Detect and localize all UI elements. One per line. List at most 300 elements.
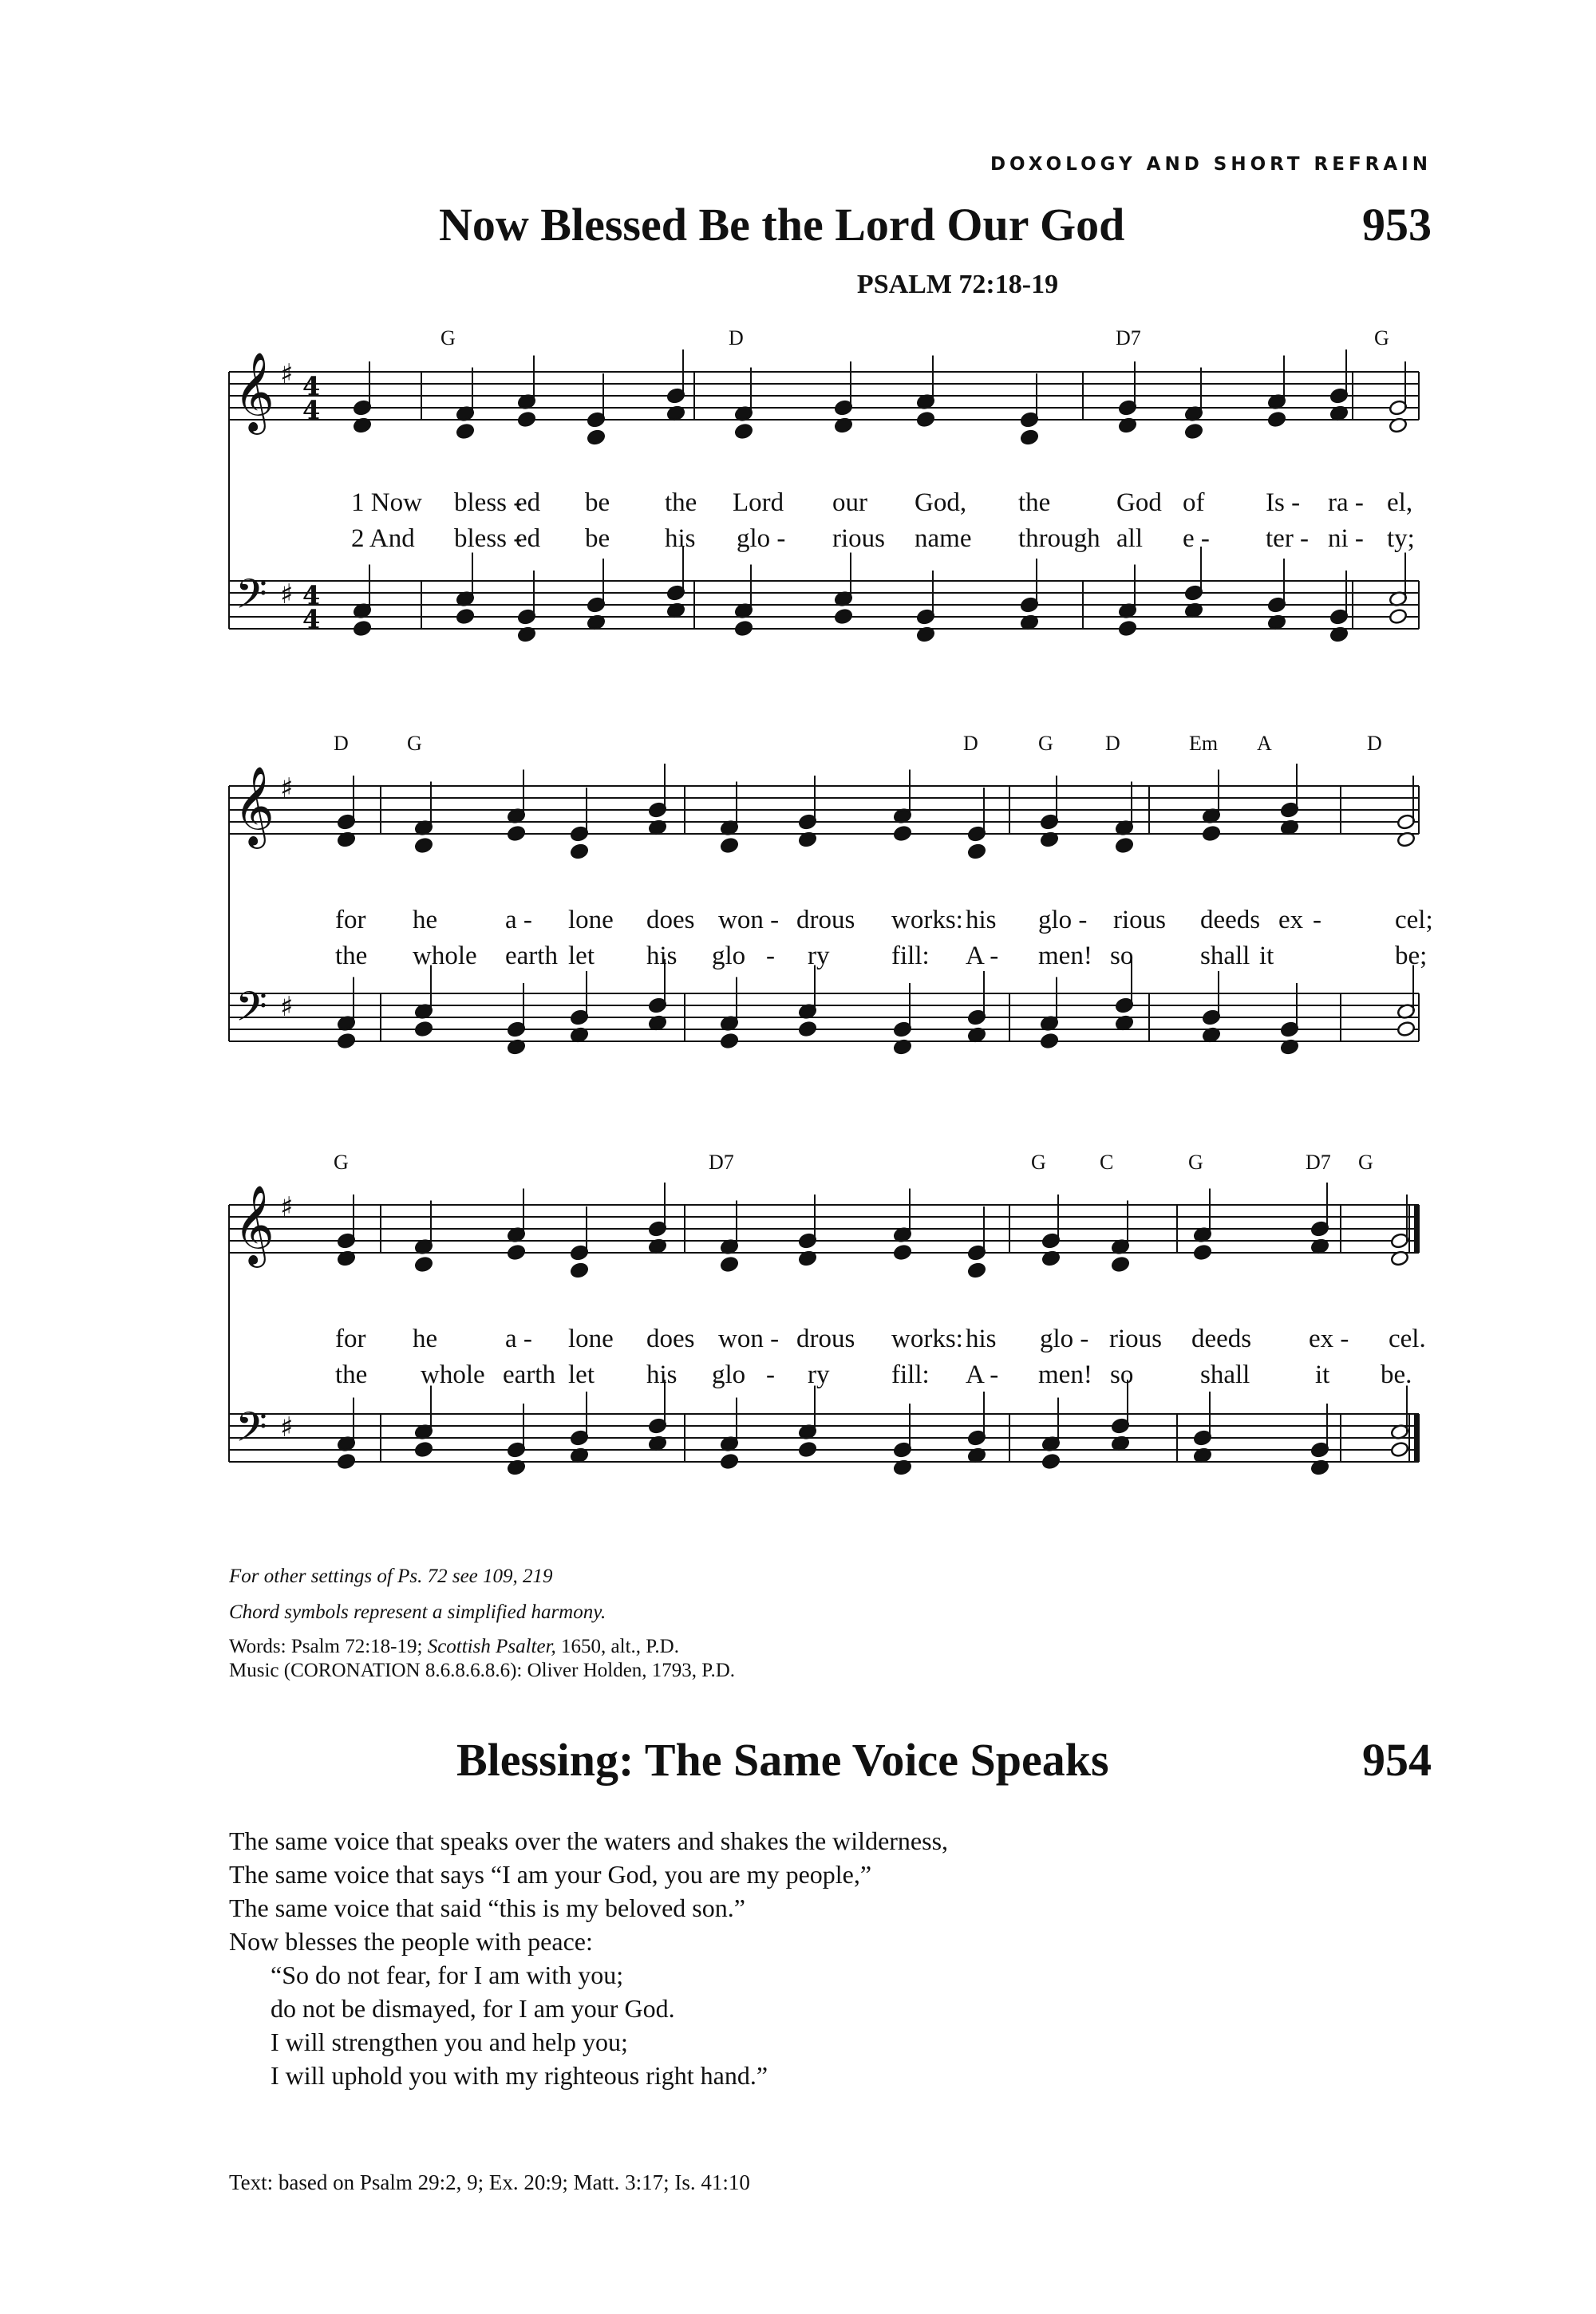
other-settings-note: For other settings of Ps. 72 see 109, 219 xyxy=(229,1566,553,1587)
bass-note xyxy=(507,1404,526,1458)
chord-symbol: G xyxy=(407,732,422,755)
lyric-verse-1: works: xyxy=(891,906,963,934)
lyric-verse-1: ra - xyxy=(1328,488,1364,517)
treble-note xyxy=(893,1189,912,1243)
key-signature-sharp-icon: ♯ xyxy=(280,578,294,610)
treble-note xyxy=(456,368,475,422)
notehead xyxy=(720,1256,739,1273)
chord-symbols-note: Chord symbols represent a simplified harmony. xyxy=(229,1601,606,1623)
lyric-verse-2: through xyxy=(1018,524,1100,553)
lyric-verse-2: be xyxy=(585,524,610,553)
key-signature-sharp-icon: ♯ xyxy=(280,772,294,804)
lyric-verse-2: ry xyxy=(808,1360,830,1389)
notehead xyxy=(1396,1021,1416,1037)
chord-symbol: D7 xyxy=(709,1151,734,1174)
lyric-verse-2: fill: xyxy=(891,1360,930,1389)
hymn-953-title: Now Blessed Be the Lord Our God xyxy=(439,199,1125,251)
lyric-verse-2: shall xyxy=(1200,1360,1250,1389)
bass-note xyxy=(720,1453,739,1470)
bass-note xyxy=(570,1392,589,1446)
treble-note xyxy=(720,837,739,854)
hymn-953-number: 953 xyxy=(1362,199,1432,251)
notehead xyxy=(798,1021,817,1037)
lyric-verse-2: name xyxy=(915,524,972,553)
bass-note xyxy=(587,559,606,613)
treble-note xyxy=(507,1189,526,1243)
treble-note xyxy=(1115,837,1134,854)
notehead xyxy=(570,843,589,860)
notehead xyxy=(517,411,536,428)
notehead xyxy=(353,620,372,637)
lyric-verse-2: so xyxy=(1110,942,1134,970)
lyric-verse-1: ex xyxy=(1278,906,1304,934)
bass-note xyxy=(1184,547,1203,601)
treble-note xyxy=(353,361,372,416)
lyric-verse-1: ex - xyxy=(1309,1325,1349,1353)
notehead xyxy=(1020,429,1039,446)
lyric-verse-1: 1 Now xyxy=(351,488,422,517)
treble-note xyxy=(798,776,817,830)
chord-symbol: A xyxy=(1257,732,1272,755)
treble-note xyxy=(587,373,606,428)
music-credit: Music (CORONATION 8.6.8.6.8.6): Oliver Holden, 1793, P.D. xyxy=(229,1660,735,1681)
treble-note xyxy=(1202,825,1221,842)
notehead xyxy=(720,837,739,854)
bass-note xyxy=(456,608,475,625)
lyric-verse-2: let xyxy=(568,942,595,970)
lyric-verse-1: glo - xyxy=(1040,1325,1089,1353)
notehead xyxy=(414,1021,433,1037)
treble-note xyxy=(967,1262,986,1279)
key-signature-sharp-icon: ♯ xyxy=(280,358,294,390)
treble-note xyxy=(1041,1195,1061,1249)
lyric-verse-1: God xyxy=(1116,488,1162,517)
treble-note xyxy=(1280,764,1299,818)
bass-note xyxy=(414,1441,433,1458)
lyric-verse-1: does xyxy=(646,906,695,934)
lyric-verse-2: all xyxy=(1116,524,1143,553)
treble-note xyxy=(1115,782,1134,836)
chord-symbol: D xyxy=(1105,732,1120,755)
notehead xyxy=(1041,1453,1061,1470)
treble-note xyxy=(570,1262,589,1279)
bass-note xyxy=(798,965,817,1020)
lyric-verse-1: works: xyxy=(891,1325,963,1353)
notehead xyxy=(720,1453,739,1470)
lyric-verse-1: a - xyxy=(505,1325,532,1353)
bass-note xyxy=(414,1386,433,1440)
lyric-verse-2: fill: xyxy=(891,942,930,970)
notehead xyxy=(570,1262,589,1279)
notehead xyxy=(587,429,606,446)
bass-note xyxy=(1118,565,1137,619)
lyric-verse-2: e - xyxy=(1183,524,1210,553)
bass-note xyxy=(414,965,433,1020)
lyric-verse-2: 2 And xyxy=(351,524,415,553)
notehead xyxy=(1389,608,1408,625)
treble-note xyxy=(1111,1256,1130,1273)
bass-clef-icon: 𝄢 xyxy=(235,1403,267,1461)
lyric-verse-1: deeds xyxy=(1191,1325,1252,1353)
bass-note xyxy=(967,971,986,1025)
lyric-verse-2: - xyxy=(766,942,775,970)
treble-note xyxy=(1020,429,1039,446)
lyric-verse-1: the xyxy=(1018,488,1051,517)
lyric-verse-1: his xyxy=(966,1325,997,1353)
lyric-verse-1: cel. xyxy=(1389,1325,1426,1353)
treble-note xyxy=(893,770,912,824)
final-barline-thick xyxy=(1414,1205,1420,1253)
treble-note xyxy=(648,1183,667,1237)
chord-symbol: D7 xyxy=(1306,1151,1331,1174)
lyric-verse-1: won - xyxy=(718,1325,780,1353)
notehead xyxy=(1390,1441,1409,1458)
treble-note xyxy=(414,1201,433,1255)
bass-note xyxy=(1118,620,1137,637)
running-head: DOXOLOGY AND SHORT REFRAIN xyxy=(990,154,1432,175)
bass-note xyxy=(1329,571,1349,625)
notehead xyxy=(1193,1244,1212,1261)
treble-note xyxy=(337,1195,356,1249)
treble-note xyxy=(720,782,739,836)
notehead xyxy=(734,620,753,637)
blessing-line: The same voice that said “this is my beloved son.” xyxy=(229,1893,745,1922)
lyric-verse-2: ni - xyxy=(1328,524,1364,553)
treble-note xyxy=(1040,776,1059,830)
lyric-verse-2: ry xyxy=(808,942,830,970)
treble-note xyxy=(893,825,912,842)
lyric-verse-1: for xyxy=(335,906,366,934)
bass-note xyxy=(456,553,475,607)
lyric-verse-2: it xyxy=(1315,1360,1330,1389)
lyric-verse-2: ed xyxy=(516,524,541,553)
lyric-verse-2: men! xyxy=(1038,1360,1092,1389)
lyric-verse-1: lone xyxy=(568,906,614,934)
treble-note xyxy=(893,1244,912,1261)
notehead xyxy=(967,1262,986,1279)
lyric-verse-1: deeds xyxy=(1200,906,1261,934)
treble-note xyxy=(916,356,935,410)
lyric-verse-1: drous xyxy=(796,906,855,934)
lyric-verse-2: so xyxy=(1110,1360,1134,1389)
bass-note xyxy=(1280,983,1299,1037)
lyric-verse-1: ed xyxy=(516,488,541,517)
bass-note xyxy=(1389,608,1408,625)
lyric-verse-2: bless - xyxy=(454,524,523,553)
notehead xyxy=(1111,1256,1130,1273)
time-signature-numerator: 4 xyxy=(302,371,321,401)
lyric-verse-2: whole xyxy=(413,942,477,970)
treble-note xyxy=(507,825,526,842)
lyric-verse-2: be. xyxy=(1381,1360,1412,1389)
bass-note xyxy=(1396,965,1416,1020)
bass-note xyxy=(1041,1453,1061,1470)
treble-note xyxy=(720,1201,739,1255)
treble-note xyxy=(798,1195,817,1249)
lyric-verse-1: our xyxy=(832,488,867,517)
bass-note xyxy=(1193,1392,1212,1446)
treble-note xyxy=(1118,361,1137,416)
notehead xyxy=(507,1244,526,1261)
notehead xyxy=(1184,423,1203,440)
bass-note xyxy=(720,1398,739,1452)
chord-symbol: C xyxy=(1100,1151,1114,1174)
notehead xyxy=(414,1441,433,1458)
notehead xyxy=(337,1033,356,1049)
treble-clef-icon: 𝄞 xyxy=(234,766,275,846)
chord-symbol: D xyxy=(963,732,978,755)
blessing-line: I will uphold you with my righteous right hand.” xyxy=(271,2061,768,2090)
bass-note xyxy=(337,1398,356,1452)
key-signature-sharp-icon: ♯ xyxy=(280,1412,294,1443)
notehead xyxy=(916,411,935,428)
bass-note xyxy=(1020,559,1039,613)
notehead xyxy=(893,825,912,842)
treble-note xyxy=(648,764,667,818)
lyric-verse-1: won - xyxy=(718,906,780,934)
notehead xyxy=(720,1033,739,1049)
lyric-verse-2: glo xyxy=(712,942,746,970)
treble-note xyxy=(507,770,526,824)
lyric-verse-2: A - xyxy=(966,1360,999,1389)
treble-note xyxy=(570,843,589,860)
time-signature-denominator: 4 xyxy=(302,395,321,425)
lyric-verse-1: his xyxy=(966,906,997,934)
bass-clef-icon: 𝄢 xyxy=(235,570,267,628)
notehead xyxy=(893,1244,912,1261)
lyric-verse-1: rious xyxy=(1113,906,1166,934)
bass-note xyxy=(517,571,536,625)
notehead xyxy=(1118,620,1137,637)
bass-note xyxy=(893,983,912,1037)
treble-note xyxy=(666,349,685,404)
lyric-verse-2: let xyxy=(568,1360,595,1389)
lyric-verse-2: his xyxy=(646,1360,678,1389)
lyric-verse-1: he xyxy=(413,1325,438,1353)
lyric-verse-2: it xyxy=(1259,942,1274,970)
treble-note xyxy=(1396,776,1416,830)
treble-note xyxy=(916,411,935,428)
chord-symbol: G xyxy=(440,326,456,349)
treble-note xyxy=(1202,770,1221,824)
bass-note xyxy=(834,608,853,625)
bass-note xyxy=(1389,553,1408,607)
treble-note xyxy=(337,776,356,830)
blessing-text xyxy=(229,1824,948,2092)
treble-note xyxy=(734,423,753,440)
lyric-verse-1: el, xyxy=(1387,488,1413,517)
treble-note xyxy=(507,1244,526,1261)
treble-note xyxy=(456,423,475,440)
notehead xyxy=(967,843,986,860)
words-credit-suffix: 1650, alt., P.D. xyxy=(555,1636,679,1657)
lyric-verse-2: ter - xyxy=(1266,524,1310,553)
bass-note xyxy=(720,977,739,1032)
lyric-verse-1: be xyxy=(585,488,610,517)
notehead xyxy=(414,837,433,854)
treble-note xyxy=(517,411,536,428)
bass-note xyxy=(1390,1441,1409,1458)
bass-note xyxy=(337,1033,356,1049)
treble-note xyxy=(1184,423,1203,440)
lyric-verse-1: rious xyxy=(1109,1325,1162,1353)
bass-note xyxy=(1310,1404,1329,1458)
bass-note xyxy=(337,977,356,1032)
chord-symbol: D7 xyxy=(1116,326,1141,349)
bass-note xyxy=(720,1033,739,1049)
bass-note xyxy=(570,971,589,1025)
treble-note xyxy=(414,782,433,836)
lyric-verse-2: his xyxy=(665,524,696,553)
treble-note xyxy=(967,1206,986,1261)
lyric-verse-1: Lord xyxy=(733,488,784,517)
words-credit xyxy=(229,1636,679,1658)
words-credit-source: Scottish Psalter, xyxy=(427,1636,556,1657)
lyric-verse-1: drous xyxy=(796,1325,855,1353)
time-signature-denominator: 4 xyxy=(302,604,321,634)
words-credit-prefix: Words: Psalm 72:18-19; xyxy=(229,1636,428,1657)
treble-note xyxy=(967,843,986,860)
bass-note xyxy=(1267,559,1286,613)
lyric-verse-1: for xyxy=(335,1325,366,1353)
treble-note xyxy=(967,788,986,842)
lyric-verse-1: - xyxy=(1313,906,1321,934)
bass-note xyxy=(734,565,753,619)
lyric-verse-1: Is - xyxy=(1266,488,1301,517)
lyric-verse-1: the xyxy=(665,488,697,517)
chord-symbol: G xyxy=(1031,1151,1046,1174)
lyric-verse-2: be; xyxy=(1395,942,1428,970)
treble-note xyxy=(720,1256,739,1273)
lyric-verse-2: ty; xyxy=(1387,524,1415,553)
notehead xyxy=(507,825,526,842)
bass-note xyxy=(798,1386,817,1440)
bass-note xyxy=(734,620,753,637)
hymn-954-title: Blessing: The Same Voice Speaks xyxy=(456,1734,1109,1786)
key-signature-sharp-icon: ♯ xyxy=(280,1191,294,1223)
blessing-line: “So do not fear, for I am with you; xyxy=(271,1961,624,1989)
lyric-verse-2: rious xyxy=(832,524,885,553)
notehead xyxy=(734,423,753,440)
notehead xyxy=(1115,837,1134,854)
bass-note xyxy=(1040,977,1059,1032)
treble-note xyxy=(1111,1201,1130,1255)
lyric-verse-2: glo - xyxy=(737,524,786,553)
bass-note xyxy=(414,1021,433,1037)
notehead xyxy=(834,608,853,625)
chord-symbol: G xyxy=(1358,1151,1373,1174)
notehead xyxy=(456,423,475,440)
treble-note xyxy=(834,361,853,416)
lyric-verse-2: men! xyxy=(1038,942,1092,970)
key-signature-sharp-icon: ♯ xyxy=(280,991,294,1023)
hymn-953-scripture-reference: PSALM 72:18-19 xyxy=(856,270,1059,299)
bass-note xyxy=(507,983,526,1037)
bass-note xyxy=(353,565,372,619)
treble-note xyxy=(1267,356,1286,410)
bass-note xyxy=(798,1441,817,1458)
treble-note xyxy=(1389,361,1408,416)
time-signature-numerator: 4 xyxy=(302,580,321,610)
treble-note xyxy=(1020,373,1039,428)
lyric-verse-1: cel; xyxy=(1395,906,1433,934)
blessing-line: Now blesses the people with peace: xyxy=(229,1927,593,1956)
bass-note xyxy=(1396,1021,1416,1037)
treble-note xyxy=(414,1256,433,1273)
notehead xyxy=(1040,1033,1059,1049)
bass-clef-icon: 𝄢 xyxy=(235,982,267,1041)
lyric-verse-2: the xyxy=(335,942,368,970)
treble-note xyxy=(517,356,536,410)
treble-note xyxy=(587,429,606,446)
lyric-verse-1: a - xyxy=(505,906,532,934)
treble-note xyxy=(734,368,753,422)
final-barline-thick xyxy=(1414,1414,1420,1462)
bass-note xyxy=(1041,1398,1061,1452)
bass-note xyxy=(1390,1386,1409,1440)
chord-symbol: G xyxy=(1188,1151,1203,1174)
lyric-verse-1: of xyxy=(1183,488,1205,517)
chord-symbol: D xyxy=(334,732,349,755)
bass-note xyxy=(1202,971,1221,1025)
bass-note xyxy=(353,620,372,637)
bass-note xyxy=(893,1404,912,1458)
chord-symbol: D xyxy=(1367,732,1382,755)
lyric-verse-2: shall xyxy=(1200,942,1250,970)
notehead xyxy=(414,1256,433,1273)
treble-note xyxy=(1184,368,1203,422)
treble-note xyxy=(1193,1189,1212,1243)
blessing-source: Text: based on Psalm 29:2, 9; Ex. 20:9; Matt. 3:17; Is. 41:10 xyxy=(229,2170,750,2194)
lyric-verse-2: - xyxy=(766,1360,775,1389)
lyric-verse-2: glo xyxy=(712,1360,746,1389)
treble-note xyxy=(1310,1183,1329,1237)
notehead xyxy=(798,1441,817,1458)
treble-clef-icon: 𝄞 xyxy=(234,1185,275,1265)
lyric-verse-1: does xyxy=(646,1325,695,1353)
chord-symbol: G xyxy=(334,1151,349,1174)
treble-note xyxy=(1193,1244,1212,1261)
lyric-verse-2: earth xyxy=(505,942,558,970)
treble-note xyxy=(1329,349,1349,404)
chord-symbol: G xyxy=(1374,326,1389,349)
lyric-verse-1: he xyxy=(413,906,438,934)
bass-note xyxy=(798,1021,817,1037)
lyric-verse-1: glo - xyxy=(1038,906,1088,934)
chord-symbol: Em xyxy=(1189,732,1219,755)
hymn-954-number: 954 xyxy=(1362,1734,1432,1786)
lyric-verse-2: earth xyxy=(503,1360,555,1389)
treble-note xyxy=(570,1206,589,1261)
blessing-line: do not be dismayed, for I am your God. xyxy=(271,1994,675,2023)
treble-note xyxy=(1267,411,1286,428)
bass-note xyxy=(834,553,853,607)
lyric-verse-2: his xyxy=(646,942,678,970)
notehead xyxy=(337,1453,356,1470)
chord-symbol: G xyxy=(1038,732,1053,755)
lyric-verse-1: lone xyxy=(568,1325,614,1353)
lyric-verse-2: A - xyxy=(966,942,999,970)
lyric-verse-2: whole xyxy=(421,1360,485,1389)
chord-symbol: D xyxy=(729,326,744,349)
bass-note xyxy=(337,1453,356,1470)
bass-note xyxy=(916,571,935,625)
treble-note xyxy=(414,837,433,854)
treble-clef-icon: 𝄞 xyxy=(234,352,275,432)
bass-note xyxy=(967,1392,986,1446)
lyric-verse-1: God, xyxy=(915,488,967,517)
bass-note xyxy=(666,547,685,601)
